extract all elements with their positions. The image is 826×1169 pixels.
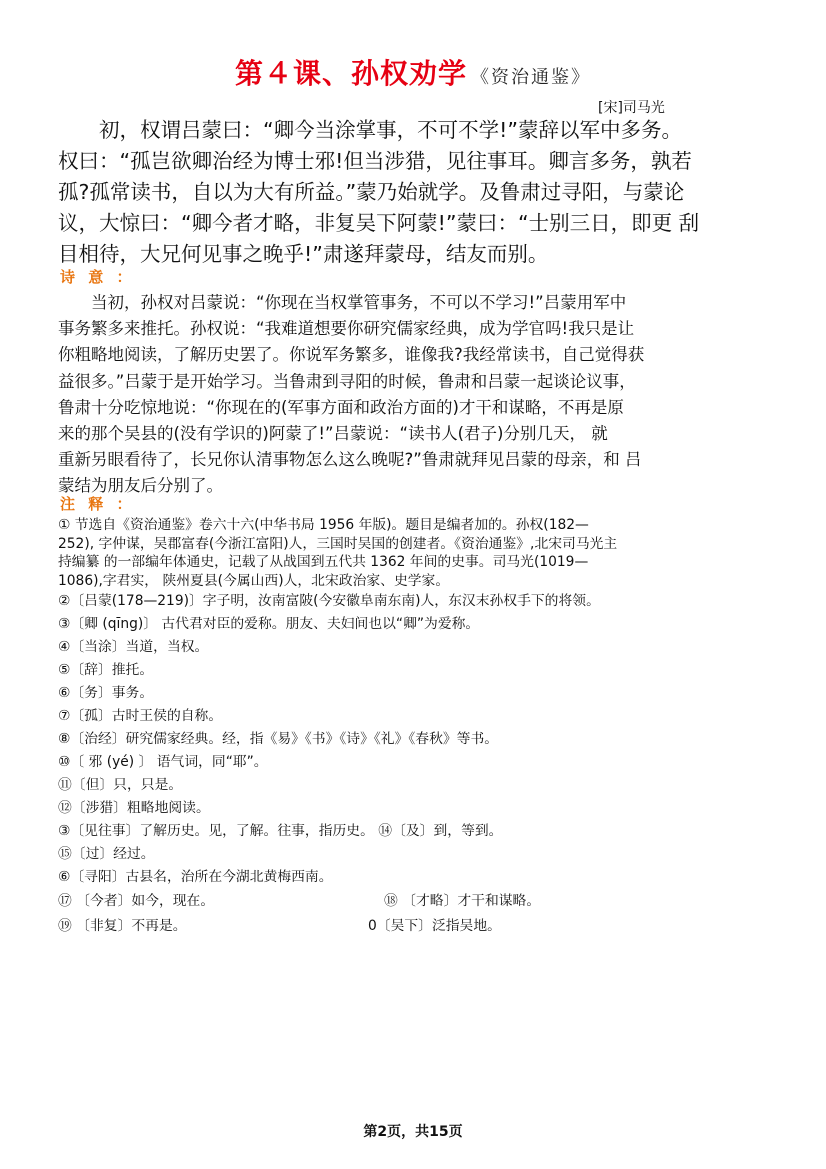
note-line: 1086),字君实， 陕州夏县(今属山西)人，北宋政治家、史学家。 (58, 572, 450, 589)
text-line: 孤?孤常读书，自以为大有所益。”蒙乃始就学。及鲁肃过寻阳，与蒙论 (58, 180, 685, 204)
lesson-title (0, 52, 826, 92)
note-item: 0〔吴下〕泛指吴地。 (368, 918, 501, 934)
note-item: ③〔见往事〕了解历史。见，了解。往事，指历史。 ⑭〔及〕到，等到。 (58, 823, 503, 839)
text-line: 议，大惊曰：“卿今者才略，非复吴下阿蒙!”蒙曰：“士别三日，即更 刮 (58, 211, 700, 235)
translation-line: 益很多。”吕蒙于是开始学习。当鲁肃到寻阳的时候，鲁肃和吕蒙一起谈论议事， (58, 371, 636, 391)
note-item: ⑤〔辞〕推托。 (58, 662, 154, 678)
note-line: 252), 字仲谋，吴郡富春(今浙江富阳)人，三国时吴国的创建者。《资治通鉴》,北宋司马光主 (58, 535, 618, 552)
note-item: ⑲ 〔非复〕不再是。 (58, 918, 187, 934)
translation-line: 重新另眼看待了，长兄你认清事物怎么这么晚呢?”鲁肃就拜见吕蒙的母亲，和 吕 (58, 450, 642, 470)
title-text: 第４课、孙权劝学 (234, 57, 467, 90)
note-item: ⑱ 〔才略〕才干和谋略。 (384, 893, 541, 909)
note-pair-row (58, 914, 778, 939)
note-item: ③〔卿 (qīng)〕 古代君对臣的爱称。朋友、夫妇间也以“卿”为爱称。 (58, 616, 480, 632)
translation-label: 诗 意 ： (60, 268, 136, 286)
note-item: ⑫〔涉猎〕粗略地阅读。 (58, 800, 210, 816)
translation-line: 当初，孙权对吕蒙说：“你现在当权掌管事务，不可以不学习!”吕蒙用军中 (58, 293, 627, 312)
book-name: 《资治通鉴》 (471, 67, 591, 88)
translation-text (58, 290, 778, 500)
note-item: ⑰ 〔今者〕如今，现在。 (58, 893, 215, 909)
note-item: ⑦〔孤〕古时王侯的自称。 (58, 708, 223, 724)
note-item: ④〔当涂〕当道，当权。 (58, 639, 209, 655)
text-line: 初，权谓吕蒙曰：“卿今当涂掌事，不可不学!”蒙辞以军中多务。 (58, 118, 682, 142)
translation-line: 鲁肃十分吃惊地说：“你现在的(军事方面和政治方面的)才干和谋略，不再是原 (58, 397, 624, 417)
note-item: ⑥〔寻阳〕古县名，治所在今湖北黄梅西南。 (58, 869, 333, 885)
note-item: ⑧〔治经〕研究儒家经典。经，指《易》《书》《诗》《礼》《春秋》等书。 (58, 731, 499, 747)
text-line: 权曰：“孤岂欲卿治经为博士邪!但当涉猎，见往事耳。卿言多务，孰若 (58, 149, 692, 173)
translation-line: 来的那个吴县的(没有学识的)阿蒙了!”吕蒙说：“读书人(君子)分别几天， 就 (58, 423, 608, 443)
note-item: ②〔吕蒙(178—219)〕字子明，汝南富陂(今安徽阜南东南)人，东汉末孙权手下的将领。 (58, 593, 600, 609)
text-line: 目相待，大兄何见事之晚乎!”肃遂拜蒙母，结友而别。 (58, 242, 549, 266)
note-item: ⑥〔务〕事务。 (58, 685, 154, 701)
note-pair-row (58, 889, 778, 914)
note-line: ① 节选自《资治通鉴》卷六十六(中华书局 1956 年版)。题目是编者加的。孙权(182— (58, 517, 589, 533)
annotations-list (58, 516, 778, 939)
note-item: ⑪〔但〕只，只是。 (58, 777, 183, 793)
page-number: 第2页，共15页 (363, 1124, 463, 1140)
translation-line: 蒙结为朋友后分别了。 (58, 476, 223, 496)
note-item: ⑩〔 邪 (yé) 〕 语气词，同“耶”。 (58, 754, 268, 770)
annotations-label: 注 释 ： (60, 495, 136, 513)
original-text (58, 115, 788, 270)
translation-line: 你粗略地阅读，了解历史罢了。你说军务繁多，谁像我?我经常读书，自己觉得获 (58, 345, 645, 365)
note-line: 持编纂 的一部编年体通史，记载了从战国到五代共 1362 年间的史事。司马光(1019— (58, 554, 589, 570)
translation-line: 事务繁多来推托。孙权说：“我难道想要你研究儒家经典，成为学官吗!我只是让 (58, 319, 635, 339)
author: [宋]司马光 (598, 100, 665, 116)
note-item: ⑮〔过〕经过。 (58, 846, 155, 862)
